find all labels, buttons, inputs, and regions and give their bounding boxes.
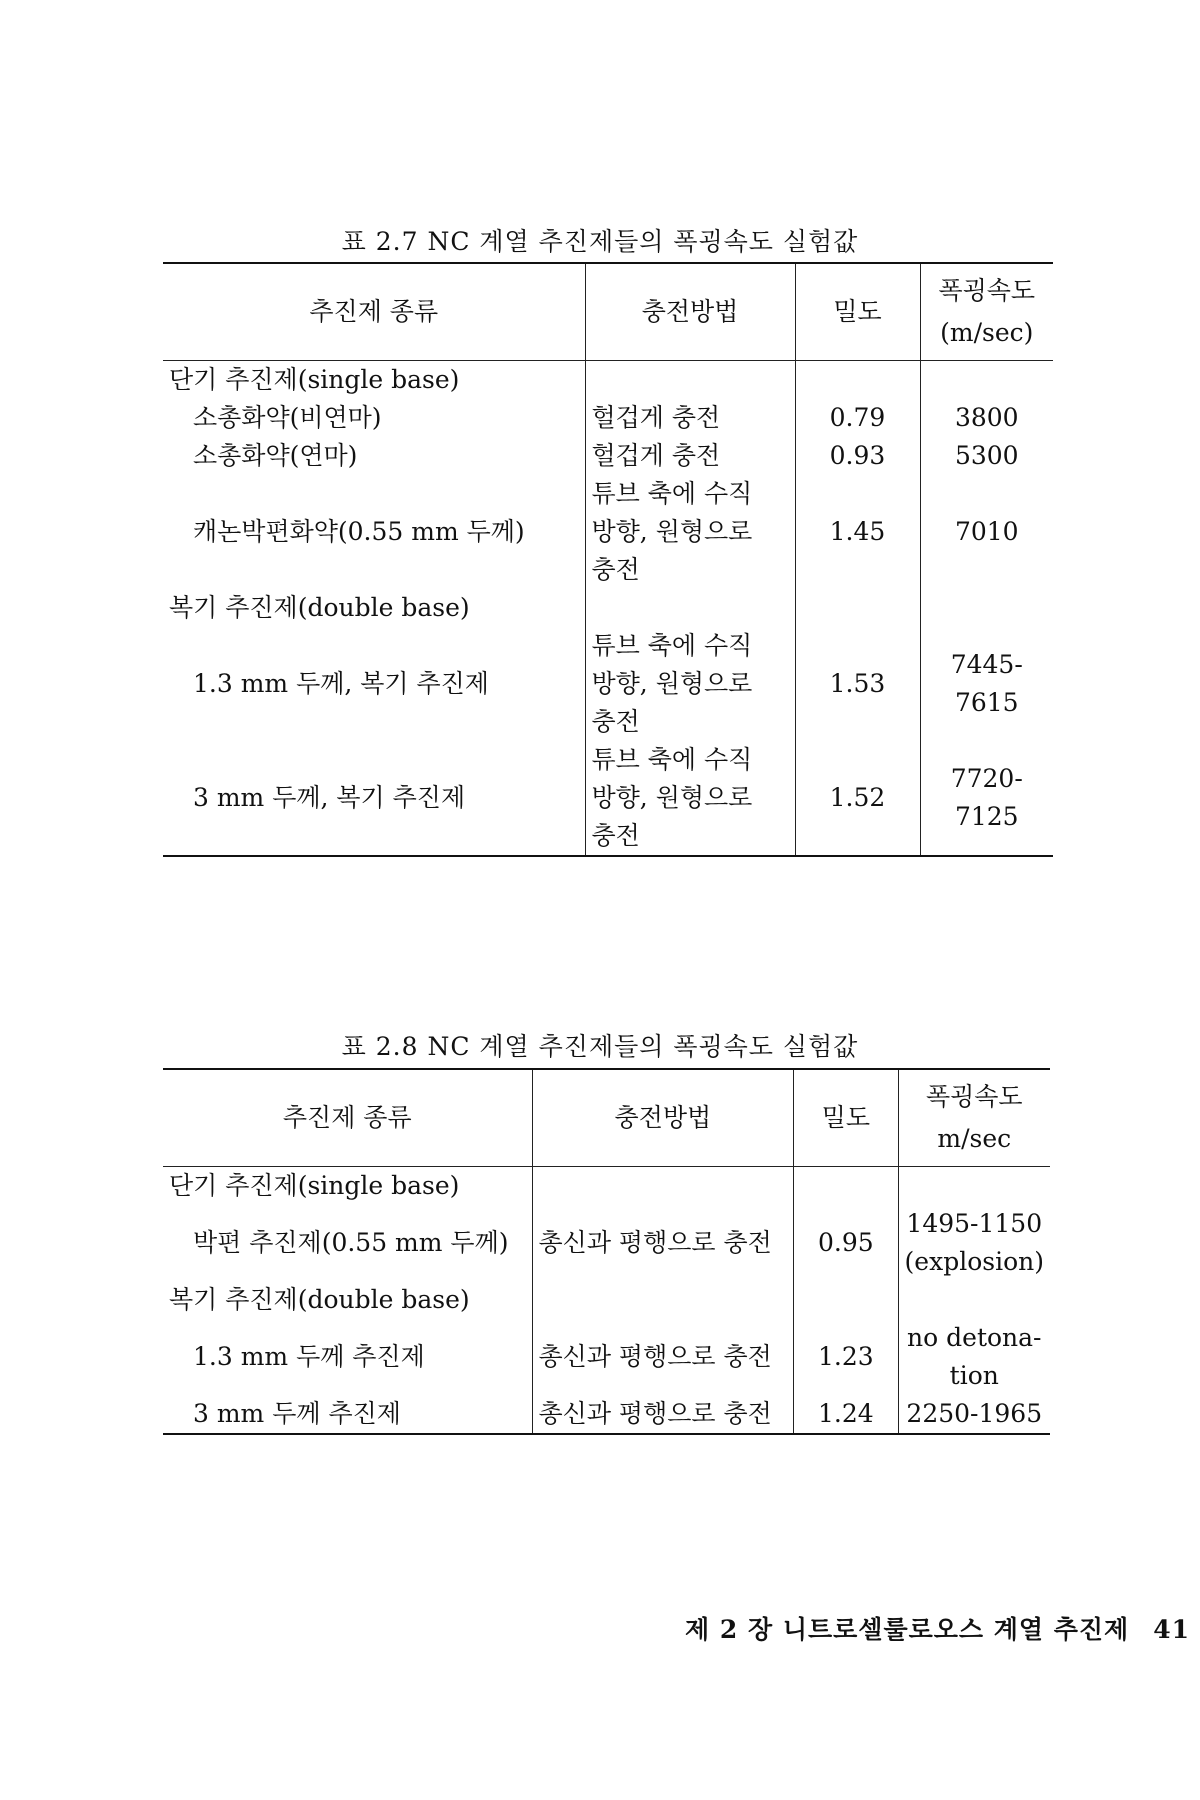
table-row <box>163 361 1053 400</box>
table2-header-type: 추진제 종류 <box>163 1069 532 1167</box>
table1-header-density: 밀도 <box>795 263 920 361</box>
table-row <box>163 627 1053 741</box>
page-footer <box>0 1610 1190 1646</box>
page-number: 41 <box>1153 1615 1190 1644</box>
cell-detonation-velocity: 7720-7125 <box>920 741 1053 856</box>
table1-caption: 표 2.7 NC 계열 추진제들의 폭굉속도 실험값 <box>341 227 859 256</box>
table1-header-method: 충전방법 <box>585 263 795 361</box>
cell-density: 1.23 <box>794 1319 898 1395</box>
cell-detonation-velocity: no detona- tion <box>898 1319 1050 1395</box>
table-row <box>163 1395 1050 1434</box>
cell-propellant-type: 캐논박편화약(0.55 mm 두께) <box>193 517 525 546</box>
cell-propellant-type: 1.3 mm 두께, 복기 추진제 <box>193 669 489 698</box>
cell-density: 0.93 <box>795 437 920 475</box>
cell-loading-method: 총신과 평행으로 충전 <box>532 1395 794 1434</box>
cell-detonation-velocity <box>920 589 1053 627</box>
cell-propellant-type: 복기 추진제(double base) <box>169 1285 470 1314</box>
table-row <box>163 475 1053 589</box>
cell-loading-method: 튜브 축에 수직 방향, 원형으로 충전 <box>585 475 795 589</box>
cell-propellant-type: 3 mm 두께 추진제 <box>163 1395 532 1434</box>
table2-header-row <box>163 1069 1050 1167</box>
cell-detonation-velocity: 2250-1965 <box>898 1395 1050 1434</box>
cell-loading-method: 헐겁게 충전 <box>585 437 795 475</box>
cell-propellant-type: 박편 추진제(0.55 mm 두께) <box>193 1228 509 1257</box>
cell-density <box>794 1167 898 1206</box>
table-row <box>163 1205 1050 1281</box>
table-row <box>163 1167 1050 1206</box>
cell-loading-method <box>585 589 795 627</box>
cell-propellant-type: 소총화약(비연마) <box>193 403 382 432</box>
cell-propellant-type: 단기 추진제(single base) <box>169 365 460 394</box>
cell-detonation-velocity: 7445-7615 <box>920 627 1053 741</box>
cell-density: 1.24 <box>794 1395 898 1434</box>
table1-header-row <box>163 263 1053 361</box>
table2-header-density: 밀도 <box>794 1069 898 1167</box>
table2-header-speed: 폭굉속도 m/sec <box>898 1069 1050 1167</box>
cell-density: 1.52 <box>795 741 920 856</box>
cell-density <box>795 361 920 400</box>
chapter-title: 제 2 장 니트로셀룰로오스 계열 추진제 <box>685 1615 1130 1644</box>
cell-detonation-velocity: 1495-1150 (explosion) <box>898 1205 1050 1281</box>
table1-header-type: 추진제 종류 <box>163 263 585 361</box>
cell-density <box>795 589 920 627</box>
cell-loading-method: 튜브 축에 수직 방향, 원형으로 충전 <box>585 627 795 741</box>
cell-detonation-velocity: 5300 <box>920 437 1053 475</box>
table-row <box>163 741 1053 856</box>
cell-loading-method <box>585 361 795 400</box>
table-row <box>163 589 1053 627</box>
table-row <box>163 1319 1050 1395</box>
cell-density: 0.95 <box>794 1205 898 1281</box>
cell-loading-method: 헐겁게 충전 <box>585 399 795 437</box>
cell-density: 1.45 <box>795 475 920 589</box>
cell-detonation-velocity <box>898 1281 1050 1319</box>
cell-propellant-type: 복기 추진제(double base) <box>169 593 470 622</box>
cell-propellant-type: 1.3 mm 두께 추진제 <box>193 1342 425 1371</box>
cell-loading-method <box>532 1281 794 1319</box>
cell-loading-method: 총신과 평행으로 충전 <box>532 1205 794 1281</box>
table-row <box>163 437 1053 475</box>
table-row <box>163 399 1053 437</box>
table-row <box>163 1281 1050 1319</box>
cell-density: 1.53 <box>795 627 920 741</box>
cell-propellant-type: 소총화약(연마) <box>193 441 358 470</box>
table2-header-method: 충전방법 <box>532 1069 794 1167</box>
table1-header-speed: 폭굉속도 (m/sec) <box>920 263 1053 361</box>
cell-propellant-type: 단기 추진제(single base) <box>169 1171 460 1200</box>
cell-propellant-type: 3 mm 두께, 복기 추진제 <box>163 741 585 856</box>
cell-density <box>794 1281 898 1319</box>
table1 <box>163 262 1053 857</box>
cell-density: 0.79 <box>795 399 920 437</box>
cell-detonation-velocity: 7010 <box>920 475 1053 589</box>
cell-loading-method: 총신과 평행으로 충전 <box>532 1319 794 1395</box>
cell-loading-method: 튜브 축에 수직 방향, 원형으로 충전 <box>585 741 795 856</box>
cell-detonation-velocity: 3800 <box>920 399 1053 437</box>
table2 <box>163 1068 1050 1435</box>
cell-loading-method <box>532 1167 794 1206</box>
cell-detonation-velocity <box>920 361 1053 400</box>
table2-caption: 표 2.8 NC 계열 추진제들의 폭굉속도 실험값 <box>341 1032 859 1061</box>
cell-detonation-velocity <box>898 1167 1050 1206</box>
